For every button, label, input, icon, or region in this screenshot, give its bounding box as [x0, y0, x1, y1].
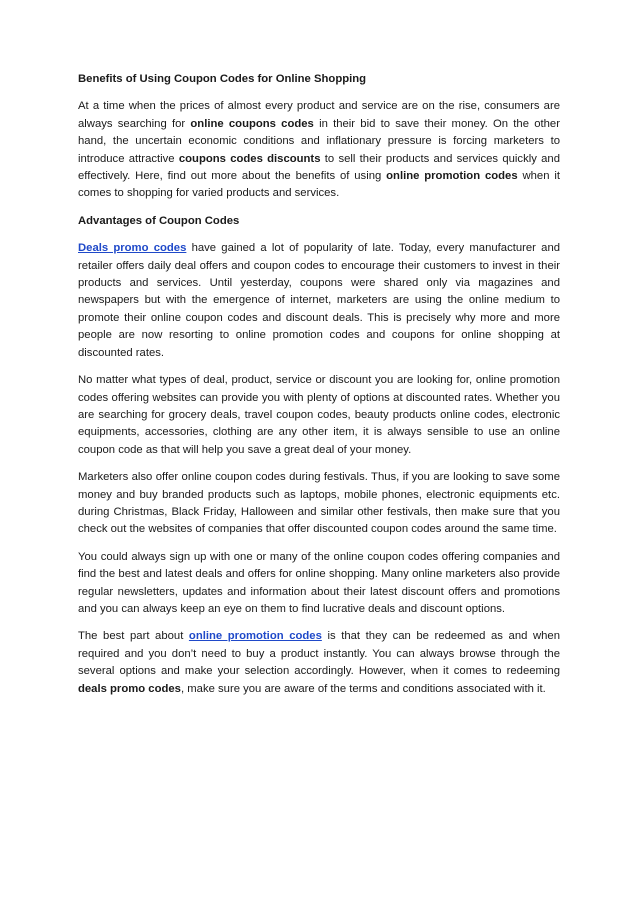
intro-text-1: At a time when the prices of almost every product and service are on the rise, consumers are always searching for [78, 100, 560, 130]
document-page [78, 71, 560, 708]
intro-text-2: in their bid to save their money. On the other hand, the uncertain economic conditions and inflationary pressure is forcing marketers to introduce attractive [78, 117, 560, 165]
intro-bold-3: online promotion codes [386, 170, 518, 183]
best-part-bold: deals promo codes [78, 682, 181, 695]
online-promotion-codes-link[interactable]: online promotion codes [188, 630, 322, 643]
festivals-paragraph: Marketers also offer online coupon codes during festivals. Thus, if you are looking to save some money and buy branded products such as laptops, mobile phones, electronic equipments etc. during Christmas, Black Friday, Halloween and similar other festivals, then make sure that you check out the websites of companies that offer discounted coupon codes around the same time. [78, 471, 560, 536]
intro-text-4: when it comes to shopping for varied products and services. [78, 170, 560, 200]
page-title: Benefits of Using Coupon Codes for Online Shopping [78, 73, 367, 85]
best-part-text-2: is that they can be redeemed as and when required and you don’t need to buy a product instantly. You can always browse through the several options and make your selection accordingly. However, when it comes to redeeming [78, 630, 560, 678]
best-part-text-3: , make sure you are aware of the terms and conditions associated with it. [180, 682, 546, 695]
section-heading: Advantages of Coupon Codes [78, 214, 240, 227]
deals-promo-codes-link[interactable]: Deals promo codes [78, 242, 187, 255]
advantages-paragraph [78, 240, 560, 362]
best-part-paragraph [78, 628, 560, 698]
best-part-text-1: The best part about [78, 630, 189, 643]
intro-text-3: to sell their products and services quickly and effectively. Here, find out more about the benefits of using [78, 152, 560, 183]
intro-bold-1: online coupons codes [190, 117, 314, 130]
intro-bold-2: coupons codes discounts [178, 152, 321, 165]
intro-paragraph [78, 98, 560, 202]
signup-paragraph: You could always sign up with one or many of the online coupon codes offering companies and find the best and latest deals and offers for online shopping. Many online marketers also provide regular newsletters, updates and information about their latest discount offers and promotions and you can always keep an eye on them to find lucrative deals and discount options. [78, 550, 560, 615]
options-paragraph: No matter what types of deal, product, service or discount you are looking for, online promotion codes offering websites can provide you with plenty of options at discounted rates. Whether you are searching for grocery deals, travel coupon codes, beauty products online codes, electronic equipments, accessories, clothing are any other item, it is always sensible to use an online coupon code as that will help you save a great deal of your money. [78, 374, 560, 456]
advantages-text: have gained a lot of popularity of late. Today, every manufacturer and retailer offers daily deal offers and coupon codes to encourage their customers to invest in their products and services. Until yesterday, coupons were shared only via magazines and newspapers but with the emergence of internet, marketers are using the online medium to promote their online coupon codes and discount deals. This is precisely why more and more people are now resorting to online promotion codes and coupons for online shopping at discounted rates. [78, 242, 561, 359]
